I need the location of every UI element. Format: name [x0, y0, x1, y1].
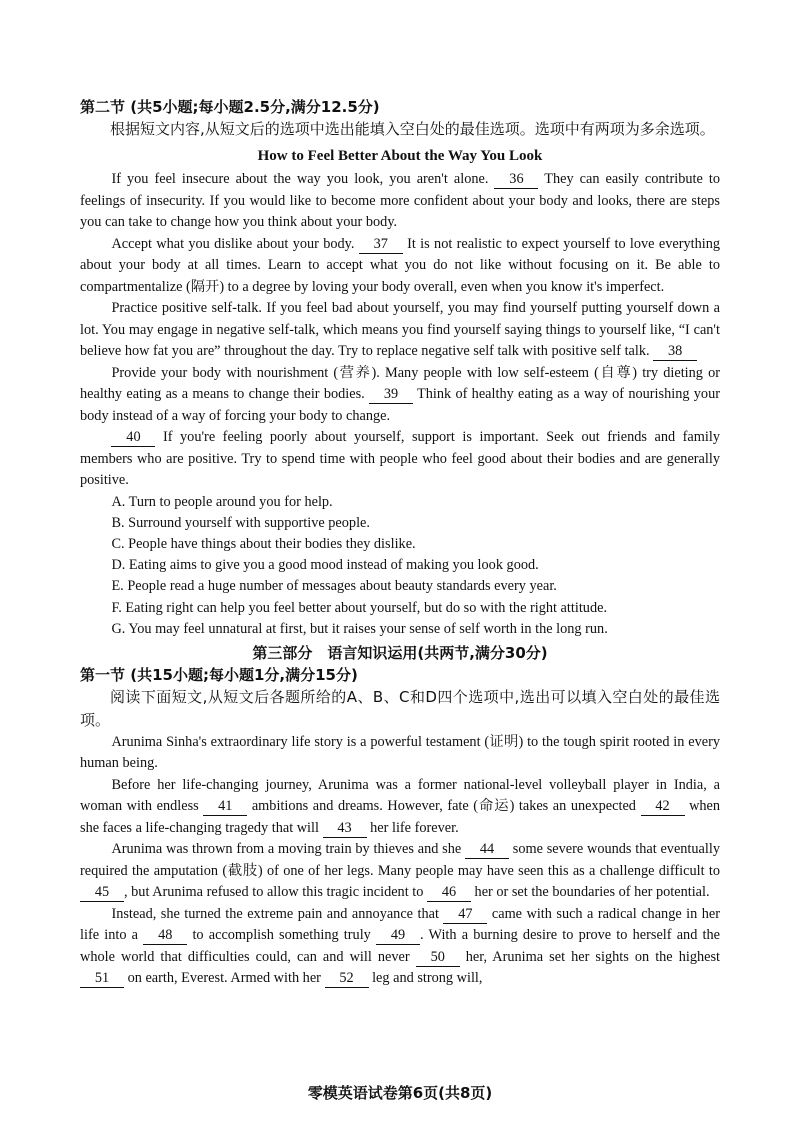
passage-title: How to Feel Better About the Way You Look [257, 148, 543, 164]
option-a: A. Turn to people around you for help. [111, 493, 333, 510]
paragraph-5: 40 If you're feeling poorly about yourself, support is important. Seek out friends and family members who are positive. Try to spend time with people who feel good about their bodies and are generally positive. [80, 429, 720, 488]
blank-52[interactable]: 52 [325, 970, 369, 988]
cloze-paragraph-3: Arunima was thrown from a moving train by thieves and she 44 some severe wounds that eventually required the amputation (截肢) of one of her legs. Many people may have seen this as a challenge difficult to 45 , but Arunima refused to allow this tragic incident to 46 her or set the boundaries of her potential. [80, 841, 720, 901]
cloze-paragraph-1: Arunima Sinha's extraordinary life story is a powerful testament (证明) to the tough spirit rooted in every human being. [80, 733, 720, 772]
blank-37[interactable]: 37 [359, 236, 403, 254]
blank-45[interactable]: 45 [80, 884, 124, 902]
part-heading: 第三部分 语言知识运用(共两节,满分30分) [252, 643, 548, 662]
blank-51[interactable]: 51 [80, 970, 124, 988]
paragraph-4: Provide your body with nourishment (营养). Many people with low self-esteem (自尊) try dieting or healthy eating as a means to change their bodies. 39 Think of healthy eating as a way of nourishing your body instead of a way of forcing your body to change. [80, 364, 720, 424]
option-d: D. Eating aims to give you a good mood instead of making you look good. [111, 557, 539, 574]
section-heading: 第二节 (共5小题;每小题2.5分,满分12.5分) [80, 98, 380, 116]
exam-page [80, 96, 720, 990]
blank-46[interactable]: 46 [427, 884, 471, 902]
blank-47[interactable]: 47 [443, 906, 487, 924]
paragraph-2: Accept what you dislike about your body. 37 It is not realistic to expect yourself to love everything about your body at all times. Learn to accept what you do not like without focusing on it. Be able to compartmentalize (隔开) to a degree by loving your body overall, even when you know it's imperfect. [80, 235, 720, 295]
blank-40[interactable]: 40 [111, 429, 155, 447]
section-heading: 第一节 (共15小题;每小题1分,满分15分) [80, 665, 358, 684]
blank-41[interactable]: 41 [203, 798, 247, 816]
option-c: C. People have things about their bodies they dislike. [111, 535, 416, 552]
cloze-paragraph-2: Before her life-changing journey, Arunima was a former national-level volleyball player in India, a woman with endless 41 ambitions and dreams. However, fate (命运) takes an unexpected 42 when she faces a life-changing tragedy that will 43 her life forever. [80, 776, 721, 836]
options-list [80, 492, 720, 640]
cloze-paragraph-4: Instead, she turned the extreme pain and annoyance that 47 came with such a radical change in her life into a 48 to accomplish something truly 49 . With a burning desire to prove to herself and the whole world that difficulties could, can and will never 50 her, Arunima set her sights on the highest 51 on earth, Everest. Armed with her 52 leg and strong will, [80, 905, 721, 987]
option-b: B. Surround yourself with supportive people. [111, 514, 370, 531]
blank-36[interactable]: 36 [494, 171, 538, 189]
section-instruction: 根据短文内容,从短文后的选项中选出能填入空白处的最佳选项。选项中有两项为多余选项。 [110, 120, 715, 138]
blank-42[interactable]: 42 [641, 798, 685, 816]
blank-38[interactable]: 38 [653, 343, 697, 361]
blank-50[interactable]: 50 [416, 949, 460, 967]
paragraph-3: Practice positive self-talk. If you feel bad about yourself, you may find yourself putting yourself down a lot. You may engage in negative self-talk, which means you find yourself saying things to yourself like, “I can't believe how fat you are” throughout the day. Try to replace negative self talk with positive self talk. 38 [80, 300, 720, 359]
blank-39[interactable]: 39 [369, 386, 413, 404]
blank-44[interactable]: 44 [465, 841, 509, 859]
page-footer: 零模英语试卷第6页(共8页) [307, 1084, 493, 1102]
option-f: F. Eating right can help you feel better about yourself, but do so with the right attitude. [111, 599, 608, 616]
option-g: G. You may feel unnatural at first, but it raises your sense of self worth in the long run. [111, 620, 608, 637]
blank-49[interactable]: 49 [376, 927, 420, 945]
blank-48[interactable]: 48 [143, 927, 187, 945]
section-instruction: 阅读下面短文,从短文后各题所给的A、B、C和D四个选项中,选出可以填入空白处的最佳选项。 [80, 687, 720, 729]
paragraph-1: If you feel insecure about the way you look, you aren't alone. 36 They can easily contribute to feelings of insecurity. If you would like to become more confident about your body and looks, there are steps you can take to change how you think about your body. [80, 171, 720, 230]
blank-43[interactable]: 43 [323, 820, 367, 838]
option-e: E. People read a huge number of messages about beauty standards every year. [111, 578, 557, 595]
